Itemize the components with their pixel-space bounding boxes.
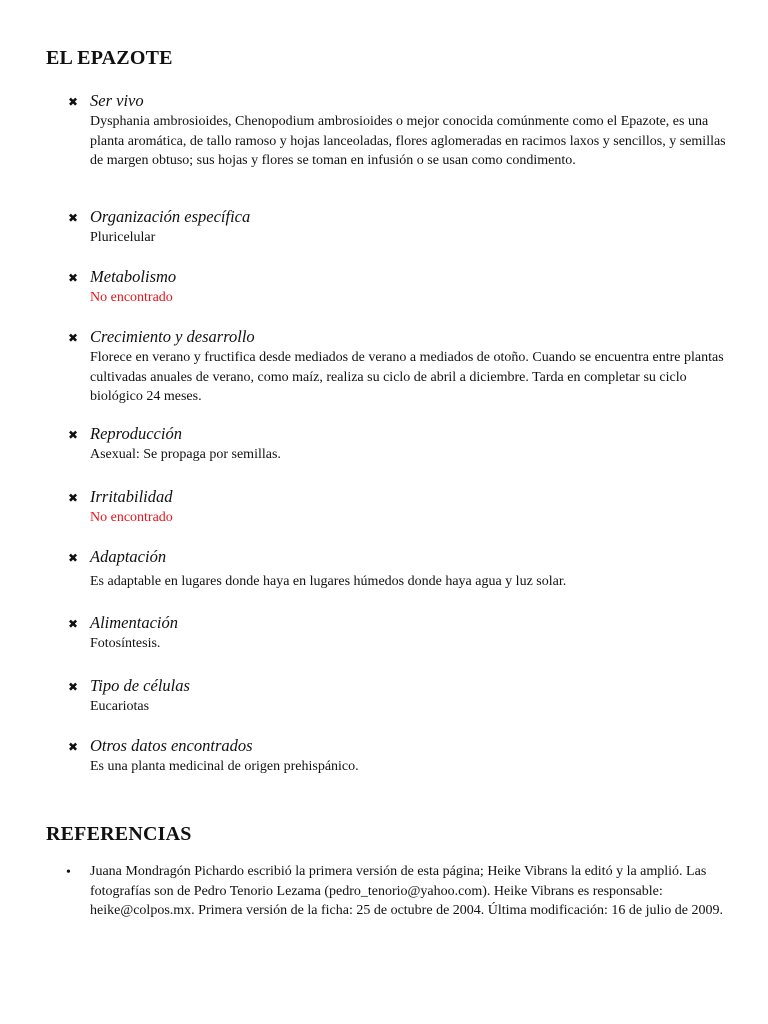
cross-marker-icon: ✖	[68, 680, 79, 694]
item-body: Es una planta medicinal de origen prehispánico.	[90, 759, 359, 774]
list-item-reproduccion	[68, 423, 728, 465]
document-title: EL EPAZOTE	[46, 47, 173, 69]
cross-marker-icon: ✖	[68, 331, 79, 345]
item-title: Ser vivo	[90, 91, 144, 110]
item-body: Asexual: Se propaga por semillas.	[90, 447, 281, 462]
item-title: Adaptación	[90, 547, 167, 566]
item-title: Reproducción	[90, 424, 182, 443]
item-title: Tipo de células	[90, 676, 190, 695]
list-item-organizacion	[68, 206, 728, 248]
item-body: Pluricelular	[90, 230, 156, 245]
item-body: Florece en verano y fructifica desde mediados de verano a mediados de otoño. Cuando se encuentra entre plantas cultivadas anuales de verano, como maíz, realiza su ciclo de abril a diciembre. Tarda en completar su ciclo biológico 24 meses.	[90, 350, 724, 404]
cross-marker-icon: ✖	[68, 740, 79, 754]
cross-marker-icon: ✖	[68, 271, 79, 285]
cross-marker-icon: ✖	[68, 491, 79, 505]
item-title: Organización específica	[90, 207, 251, 226]
item-title: Irritabilidad	[90, 487, 173, 506]
reference-text: Juana Mondragón Pichardo escribió la primera versión de esta página; Heike Vibrans la editó y la amplió. Las fotografías son de Pedro Tenorio Lezama (pedro_tenorio@yahoo.com). Heike Vibrans es responsable: heike@colpos.mx. Primera versión de la ficha: 25 de octubre de 2004. Última modificación: 16 de julio de 2009.	[90, 864, 724, 918]
item-title: Metabolismo	[90, 267, 177, 286]
item-title: Otros datos encontrados	[90, 736, 253, 755]
item-title: Crecimiento y desarrollo	[90, 327, 255, 346]
item-body: Fotosíntesis.	[90, 636, 161, 651]
list-item-metabolismo	[68, 266, 728, 308]
reference-list-item	[66, 862, 738, 921]
item-body-not-found: No encontrado	[90, 510, 173, 525]
list-item-ser-vivo	[68, 90, 728, 171]
item-title: Alimentación	[90, 613, 178, 632]
list-item-tipo-celulas	[68, 675, 728, 717]
list-item-adaptacion	[68, 546, 728, 592]
cross-marker-icon: ✖	[68, 428, 79, 442]
list-item-otros-datos	[68, 735, 728, 777]
item-body: Es adaptable en lugares donde haya en lugares húmedos donde haya agua y luz solar.	[90, 574, 567, 589]
item-body: Dysphania ambrosioides, Chenopodium ambrosioides o mejor conocida comúnmente como el Epazote, es una planta aromática, de tallo ramoso y hojas lanceoladas, flores aglomeradas en racimos laxos y sencillos, y semillas de margen obtuso; sus hojas y flores se toman en infusión o se usan como condimento.	[90, 114, 726, 168]
cross-marker-icon: ✖	[68, 551, 79, 565]
cross-marker-icon: ✖	[68, 617, 79, 631]
item-body: Eucariotas	[90, 699, 150, 714]
item-body-not-found: No encontrado	[90, 290, 173, 305]
list-item-irritabilidad	[68, 486, 728, 528]
cross-marker-icon: ✖	[68, 95, 79, 109]
list-item-crecimiento	[68, 326, 728, 407]
references-heading: REFERENCIAS	[46, 823, 192, 845]
bullet-icon: •	[66, 865, 71, 880]
list-item-alimentacion	[68, 612, 728, 654]
cross-marker-icon: ✖	[68, 211, 79, 225]
